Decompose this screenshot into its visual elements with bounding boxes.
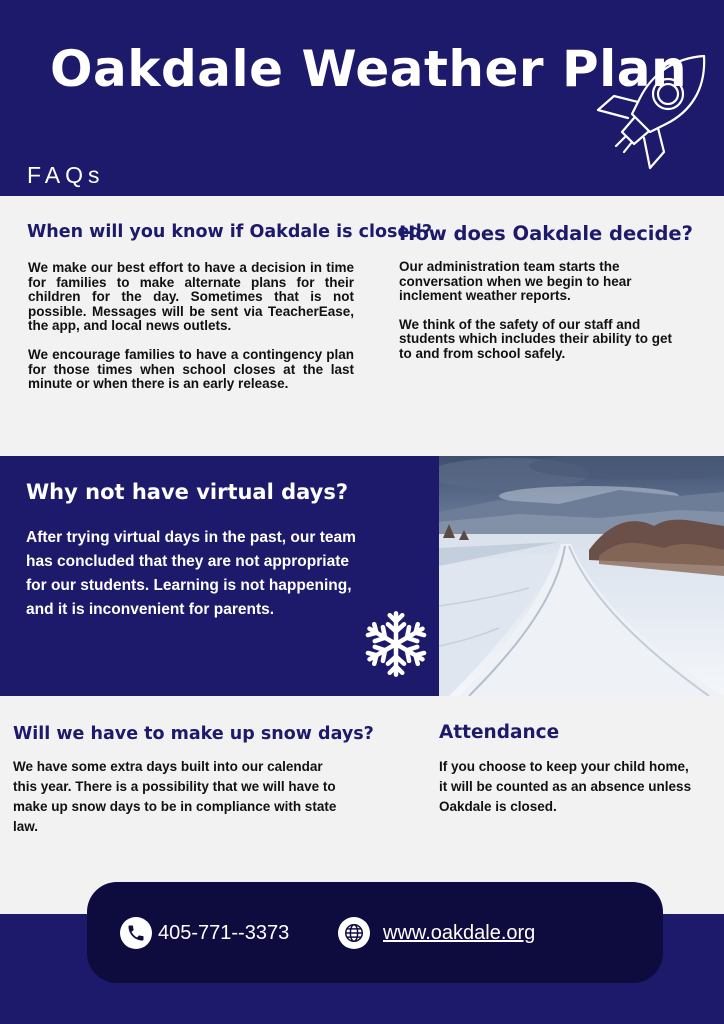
rocket-icon: [594, 52, 712, 176]
snowflake-icon: [360, 604, 432, 684]
faq-closed-answer: [28, 261, 354, 392]
faq-attendance-heading: Attendance: [439, 722, 560, 743]
faq-closed-paragraph: We make our best effort to have a decision in time for families to make alternate plans for their children for the day. Sometimes that is not possible. Messages will be sent via TeacherEase, the app, and local news outlets.: [28, 260, 354, 334]
globe-icon: [338, 917, 370, 949]
faq-decide-paragraph: We think of the safety of our staff and students which includes their ability to get to and from school safely.: [399, 316, 673, 361]
faq-closed-paragraph: We encourage families to have a contingency plan for those times when school closes at the last minute or when there is an early release.: [28, 346, 354, 392]
page-title: Oakdale Weather Plan: [50, 40, 688, 98]
website-contact[interactable]: [338, 916, 535, 950]
faq-closed-heading: When will you know if Oakdale is closed?: [27, 222, 432, 242]
faq-makeup-heading: Will we have to make up snow days?: [13, 724, 374, 744]
faqs-subtitle: FAQs: [27, 162, 105, 188]
website-link[interactable]: www.oakdale.org: [383, 921, 536, 944]
snowy-road-photo: [439, 456, 724, 696]
faq-decide-paragraph: Our administration team starts the conversation when we begin to hear inclement weather reports.: [399, 259, 632, 304]
faq-virtual-heading: Why not have virtual days?: [26, 480, 349, 504]
faq-attendance-answer: If you choose to keep your child home, it will be counted as an absence unless Oakdale is closed.: [439, 759, 692, 814]
phone-contact[interactable]: [120, 916, 289, 950]
faq-decide-heading: How does Oakdale decide?: [399, 222, 693, 245]
phone-icon: [120, 917, 152, 949]
phone-number: 405-771--3373: [158, 921, 290, 944]
faq-virtual-answer: After trying virtual days in the past, our team has concluded that they are not appropriate for our students. Learning is not happening, and it is inconvenient for parents.: [26, 529, 356, 618]
faq-decide-answer: [399, 260, 685, 362]
faq-makeup-answer: We have some extra days built into our calendar this year. There is a possibility that we will have to make up snow days to be in compliance with state law.: [13, 759, 337, 834]
